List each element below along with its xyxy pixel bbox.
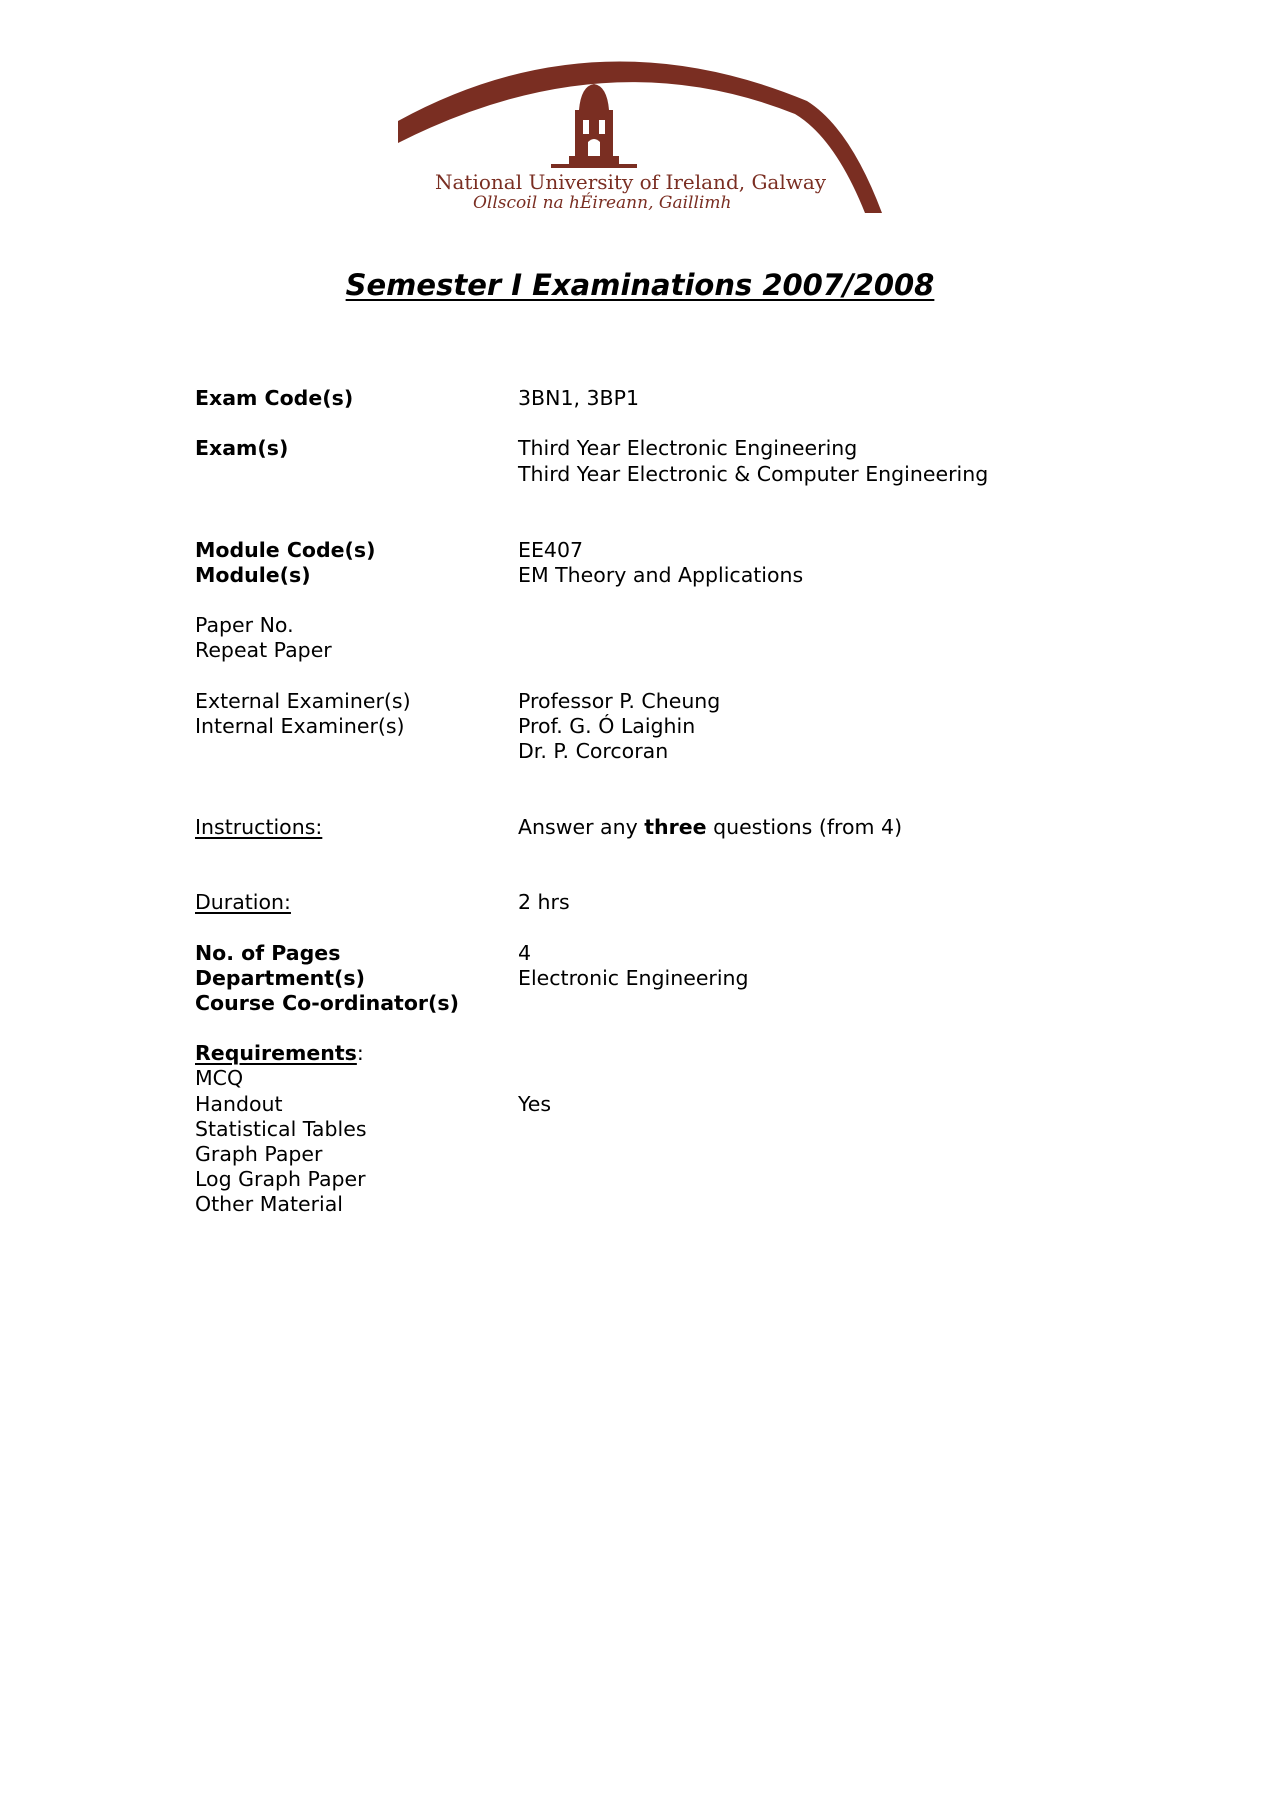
exams-label: Exam(s) <box>195 436 289 460</box>
departments-value: Electronic Engineering <box>518 966 749 990</box>
requirement-other-material-label: Other Material <box>195 1192 344 1216</box>
instructions-label: Instructions: <box>195 815 323 839</box>
module-codes-label: Module Code(s) <box>195 538 376 562</box>
requirements-heading-text: Requirements <box>195 1041 357 1065</box>
duration-label: Duration: <box>195 890 291 914</box>
modules-label: Module(s) <box>195 563 311 587</box>
exam-codes-value: 3BN1, 3BP1 <box>518 386 640 410</box>
requirement-graph-paper-label: Graph Paper <box>195 1142 323 1166</box>
paper-no-label: Paper No. <box>195 613 294 637</box>
requirement-statistical-tables-label: Statistical Tables <box>195 1117 367 1141</box>
requirement-log-graph-paper-label: Log Graph Paper <box>195 1167 366 1191</box>
requirement-handout-label: Handout <box>195 1092 283 1116</box>
internal-examiner-2: Dr. P. Corcoran <box>518 739 669 763</box>
course-coordinators-label: Course Co-ordinator(s) <box>195 991 459 1015</box>
duration-value: 2 hrs <box>518 890 570 914</box>
instructions-prefix: Answer any <box>518 815 645 839</box>
logo-university-name-irish: Ollscoil na hÉireann, Gaillimh <box>473 193 732 213</box>
external-examiners-value: Professor P. Cheung <box>518 689 721 713</box>
modules-value: EM Theory and Applications <box>518 563 804 587</box>
instructions-value <box>518 815 902 841</box>
exam-value-2: Third Year Electronic & Computer Engineering <box>518 462 989 486</box>
repeat-paper-label: Repeat Paper <box>195 638 332 662</box>
no-of-pages-value: 4 <box>518 941 532 965</box>
exam-codes-label: Exam Code(s) <box>195 386 354 410</box>
exam-value-1: Third Year Electronic Engineering <box>518 436 858 460</box>
requirements-heading <box>195 1041 364 1067</box>
external-examiners-label: External Examiner(s) <box>195 689 411 713</box>
module-codes-value: EE407 <box>518 538 584 562</box>
requirement-handout-value: Yes <box>518 1092 552 1116</box>
departments-label: Department(s) <box>195 966 365 990</box>
requirement-mcq-label: MCQ <box>195 1066 244 1090</box>
logo-university-name: National University of Ireland, Galway <box>435 170 827 194</box>
internal-examiners-label: Internal Examiner(s) <box>195 714 405 738</box>
instructions-emphasis: three <box>644 815 707 839</box>
page-title: Semester I Examinations 2007/2008 <box>345 268 935 302</box>
requirements-heading-colon: : <box>356 1041 364 1065</box>
internal-examiner-1: Prof. G. Ó Laighin <box>518 714 696 738</box>
no-of-pages-label: No. of Pages <box>195 941 341 965</box>
instructions-suffix: questions (from 4) <box>706 815 903 839</box>
university-logo <box>395 58 890 218</box>
